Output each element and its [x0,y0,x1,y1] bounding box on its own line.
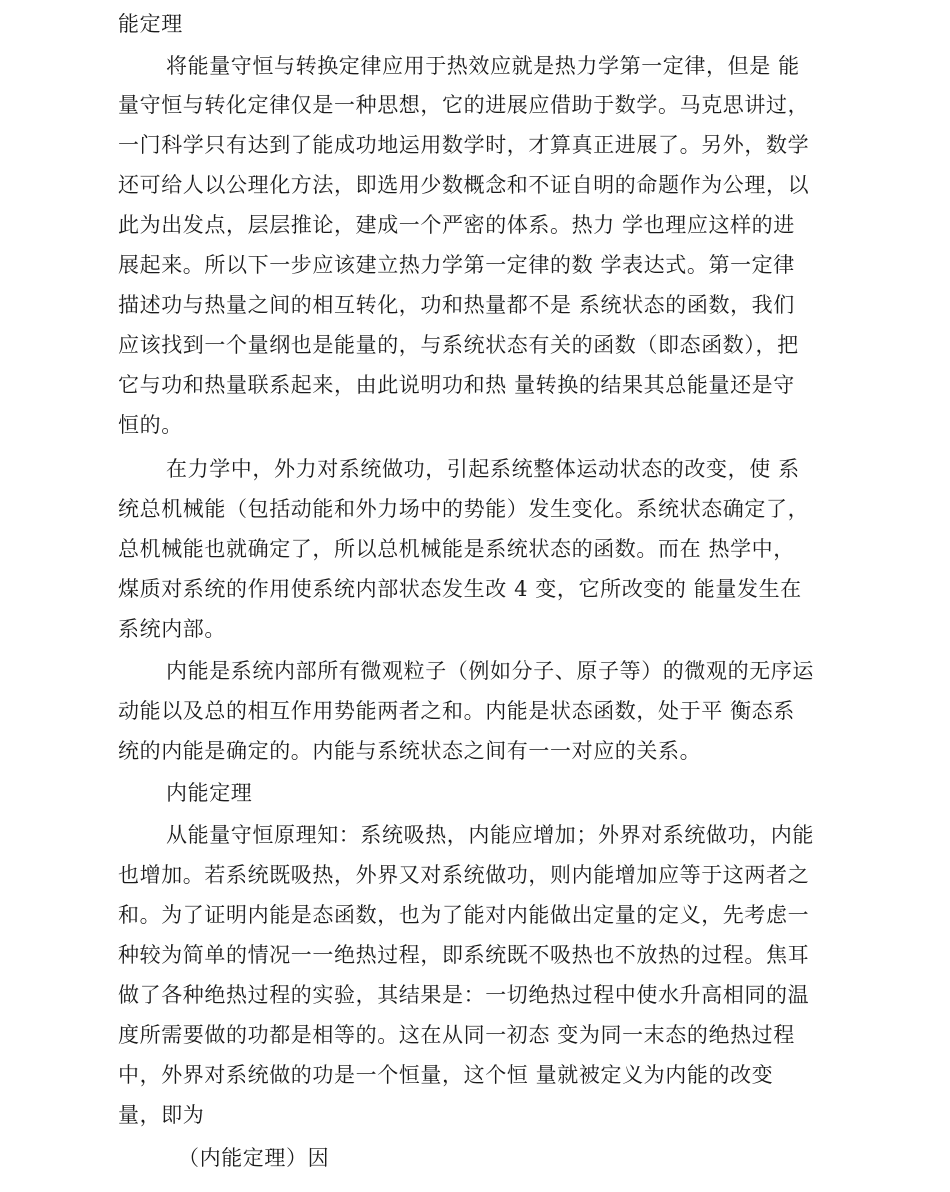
paragraph-line: 做了各种绝热过程的实验，其结果是：一切绝热过程中使水升高相同的温 [118,983,810,1007]
paragraph-line: 还可给人以公理化方法，即选用少数概念和不证自明的命题作为公理，以 [118,173,810,197]
paragraph-line: 将能量守恒与转换定律应用于热效应就是热力学第一定律，但是 能 [166,54,800,78]
paragraph-line: 煤质对系统的作用使系统内部状态发生改 4 变，它所改变的 能量发生在 [118,577,802,601]
paragraph-line: 应该找到一个量纲也是能量的，与系统状态有关的函数（即态函数），把 [118,333,799,357]
paragraph-line: 和。为了证明内能是态函数，也为了能对内能做出定量的定义，先考虑一 [118,903,810,927]
paragraph-line: 此为出发点，层层推论，建成一个严密的体系。热力 学也理应这样的进 [118,213,795,237]
paragraph-line: 统总机械能（包括动能和外力场中的势能）发生变化。系统状态确定了， [118,497,810,521]
paragraph-line: 总机械能也就确定了，所以总机械能是系统状态的函数。而在 热学中， [118,537,795,561]
paragraph-line: 量，即为 [118,1103,205,1127]
paragraph-line: 统的内能是确定的。内能与系统状态之间有一一对应的关系。 [118,739,702,763]
equation-caption: （内能定理）因 [178,1146,330,1170]
paragraph-line: 它与功和热量联系起来，由此说明功和热 量转换的结果其总能量还是守 [118,373,795,397]
paragraph-line: 从能量守恒原理知：系统吸热，内能应增加；外界对系统做功，内能 [166,823,814,847]
paragraph-line: 也增加。若系统既吸热，外界又对系统做功，则内能增加应等于这两者之 [118,863,810,887]
paragraph-line: 内能是系统内部所有微观粒子（例如分子、原子等）的微观的无序运 [166,659,814,683]
text-line: 能定理 [118,12,183,36]
paragraph-line: 恒的。 [118,413,183,437]
paragraph-line: 系统内部。 [118,617,226,641]
paragraph-line: 种较为简单的情况一一绝热过程，即系统既不吸热也不放热的过程。焦耳 [118,943,810,967]
paragraph-line: 在力学中，外力对系统做功，引起系统整体运动状态的改变，使 系 [166,457,800,481]
paragraph-line: 度所需要做的功都是相等的。这在从同一初态 变为同一末态的绝热过程 [118,1023,795,1047]
section-heading: 内能定理 [166,781,253,805]
paragraph-line: 展起来。所以下一步应该建立热力学第一定律的数 学表达式。第一定律 [118,253,795,277]
paragraph-line: 量守恒与转化定律仅是一种思想，它的进展应借助于数学。马克思讲过， [118,93,810,117]
paragraph-line: 动能以及总的相互作用势能两者之和。内能是状态函数，处于平 衡态系 [118,699,795,723]
paragraph-line: 一门科学只有达到了能成功地运用数学时，才算真正进展了。另外，数学 [118,133,810,157]
paragraph-line: 描述功与热量之间的相互转化，功和热量都不是 系统状态的函数，我们 [118,293,795,317]
paragraph-line: 中，外界对系统做的功是一个恒量，这个恒 量就被定义为内能的改变 [118,1063,774,1087]
